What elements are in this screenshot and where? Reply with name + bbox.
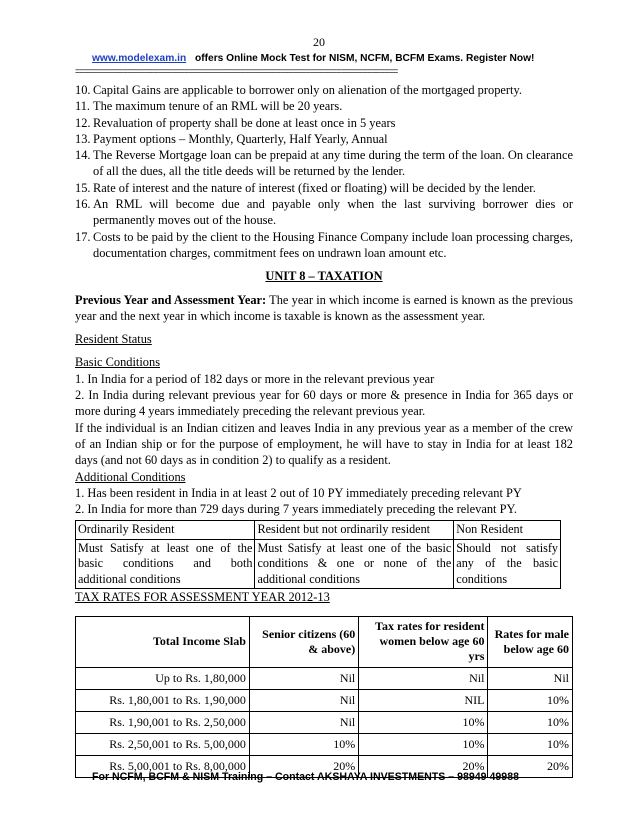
table-cell: Nil bbox=[488, 667, 573, 689]
list-item: 12. Revaluation of property shall be done at least once in 5 years bbox=[75, 115, 396, 130]
table-cell: Up to Rs. 1,80,000 bbox=[76, 667, 250, 689]
list-item: 16. An RML will become due and payable only when the last surviving borrower dies or permanently moves out of the house. bbox=[75, 197, 573, 228]
table-cell: Should not satisfy any of the basic conditions bbox=[454, 539, 561, 589]
header-rule: ========================================================================== bbox=[75, 66, 398, 76]
table-cell: Rs. 1,80,001 to Rs. 1,90,000 bbox=[76, 689, 250, 711]
table-cell: Nil bbox=[249, 711, 358, 733]
tax-rates-table bbox=[75, 616, 573, 778]
table-header-cell: Rates for male below age 60 bbox=[488, 616, 573, 667]
table-cell: Rs. 5,00,001 to Rs. 8,00,000 bbox=[76, 755, 250, 777]
table-cell: 10% bbox=[359, 733, 488, 755]
list-item: 14. The Reverse Mortgage loan can be prepaid at any time during the term of the loan. On clearance of all the dues, all the title deeds will be returned by the lender. bbox=[75, 148, 573, 179]
table-cell: 10% bbox=[359, 711, 488, 733]
basic-condition-2: 2. In India during relevant previous year for 60 days or more & presence in India for 365 days or more during 4 years immediately preceding the relevant previous year. bbox=[75, 388, 573, 419]
table-cell: 10% bbox=[488, 689, 573, 711]
table-row bbox=[76, 733, 573, 755]
list-item: 13. Payment options – Monthly, Quarterly, Half Yearly, Annual bbox=[75, 131, 388, 146]
crew-note: If the individual is an Indian citizen and leaves India in any previous year as a member of the crew of an Indian ship or for the purpose of employment, he will have to stay in India for at least 182 days (and not 60 days as in condition 2) to qualify as a resident. bbox=[75, 420, 573, 468]
list-item: 15. Rate of interest and the nature of interest (fixed or floating) will be decided by the lender. bbox=[75, 180, 536, 195]
table-cell: Must Satisfy at least one of the basic conditions and both additional conditions bbox=[76, 539, 255, 589]
list-item: 11. The maximum tenure of an RML will be 20 years. bbox=[75, 99, 343, 114]
table-cell: 10% bbox=[488, 711, 573, 733]
table-row bbox=[76, 711, 573, 733]
table-row bbox=[76, 521, 561, 540]
page-header bbox=[92, 53, 534, 64]
table-cell: 20% bbox=[249, 755, 358, 777]
resident-status-heading: Resident Status bbox=[75, 332, 152, 347]
table-cell: NIL bbox=[359, 689, 488, 711]
resident-status-table bbox=[75, 520, 561, 589]
table-cell: 10% bbox=[249, 733, 358, 755]
prev-year-paragraph: Previous Year and Assessment Year: The year in which income is earned is known as the previous year and the next year in which income is taxable is known as the assessment year. bbox=[75, 292, 573, 323]
list-item: 17. Costs to be paid by the client to the Housing Finance Company include loan processing charges, documentation charges, commitment fees on undrawn loan amount etc. bbox=[75, 229, 573, 260]
header-text: offers Online Mock Test for NISM, NCFM, BCFM Exams. Register Now! bbox=[195, 53, 535, 64]
table-row bbox=[76, 539, 561, 589]
table-header-cell: Ordinarily Resident bbox=[76, 521, 255, 540]
list-item: 10. Capital Gains are applicable to borrower only on alienation of the mortgaged property. bbox=[75, 83, 522, 97]
table-cell: 20% bbox=[359, 755, 488, 777]
table-header-cell: Tax rates for resident women below age 60 yrs bbox=[359, 616, 488, 667]
page-number: 20 bbox=[313, 35, 325, 49]
table-cell: Rs. 2,50,001 to Rs. 5,00,000 bbox=[76, 733, 250, 755]
table-row bbox=[76, 689, 573, 711]
prev-year-label: Previous Year and Assessment Year: bbox=[75, 292, 267, 307]
additional-condition-1: 1. Has been resident in India in at least 2 out of 10 PY immediately preceding relevant PY bbox=[75, 485, 522, 500]
table-cell: Nil bbox=[249, 689, 358, 711]
rml-list bbox=[75, 82, 573, 261]
table-cell: Nil bbox=[359, 667, 488, 689]
table-header-cell: Total Income Slab bbox=[76, 616, 250, 667]
tax-rates-title: TAX RATES FOR ASSESSMENT YEAR 2012-13 bbox=[75, 590, 330, 605]
table-cell: 20% bbox=[488, 755, 573, 777]
page-footer: For NCFM, BCFM & NISM Training – Contact AKSHAYA INVESTMENTS – 98949 49988 bbox=[92, 771, 519, 783]
additional-condition-2: 2. In India for more than 729 days during 7 years immediately preceding the relevant PY. bbox=[75, 502, 517, 517]
table-cell: Nil bbox=[249, 667, 358, 689]
website-link[interactable]: www.modelexam.in bbox=[92, 53, 187, 64]
table-header-row bbox=[76, 616, 573, 667]
table-header-cell: Senior citizens (60 & above) bbox=[249, 616, 358, 667]
additional-conditions-heading: Additional Conditions bbox=[75, 469, 186, 484]
table-row bbox=[76, 667, 573, 689]
unit-title: UNIT 8 – TAXATION bbox=[265, 269, 383, 284]
table-cell: Must Satisfy at least one of the basic conditions & one or none of the additional conditions bbox=[255, 539, 454, 589]
basic-condition-1: 1. In India for a period of 182 days or more in the relevant previous year bbox=[75, 371, 435, 386]
table-header-cell: Non Resident bbox=[454, 521, 561, 540]
basic-conditions-heading: Basic Conditions bbox=[75, 355, 161, 370]
page-content bbox=[75, 82, 573, 778]
table-cell: Rs. 1,90,001 to Rs. 2,50,000 bbox=[76, 711, 250, 733]
table-header-cell: Resident but not ordinarily resident bbox=[255, 521, 454, 540]
table-cell: 10% bbox=[488, 733, 573, 755]
